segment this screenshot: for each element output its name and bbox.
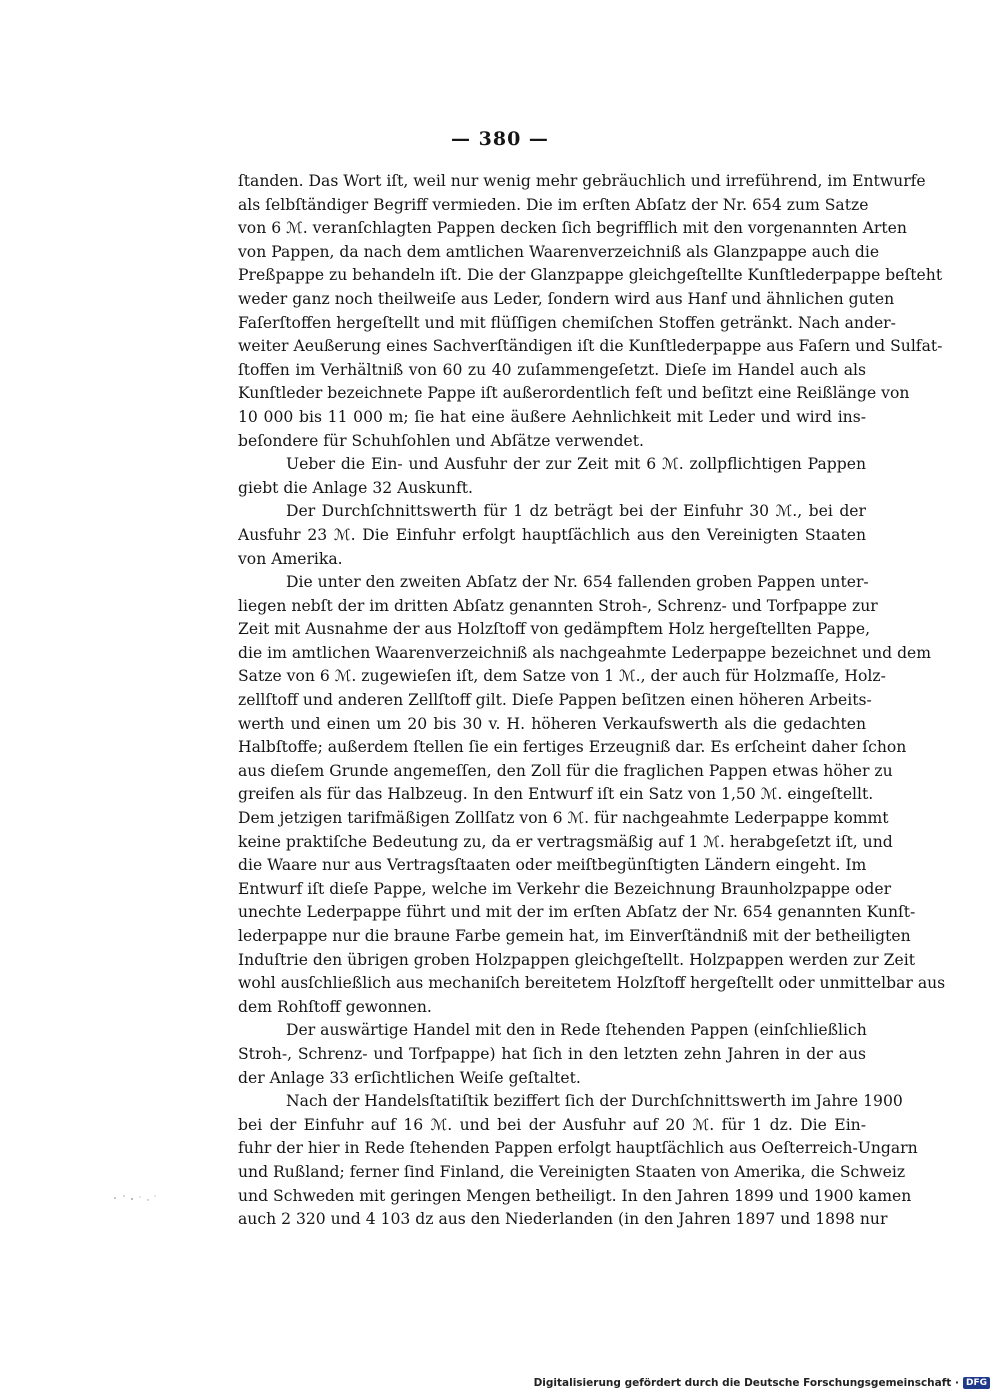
text-line: von Amerika. bbox=[238, 549, 343, 568]
text-line: Halbſtoffe; außerdem ſtellen ſie ein fertiges Erzeugniß dar. Es erſcheint daher ſchon bbox=[238, 738, 907, 757]
text-line: Die unter den zweiten Abſatz der Nr. 654 fallenden groben Pappen unter- bbox=[286, 573, 869, 592]
text-line: giebt die Anlage 32 Auskunft. bbox=[238, 478, 473, 497]
text-line: Induſtrie den übrigen groben Holzpappen gleichgeſtellt. Holzpappen werden zur Zeit bbox=[238, 950, 915, 969]
text-line: Stroh-, Schrenz- und Torfpappe) hat ſich in den letzten zehn Jahren in der aus bbox=[238, 1044, 866, 1063]
text-line: fuhr der hier in Rede ſtehenden Pappen erfolgt hauptſächlich aus Oeſterreich-Ungarn bbox=[238, 1139, 918, 1158]
text-line: als ſelbſtändiger Begriff vermieden. Die im erſten Abſatz der Nr. 654 zum Satze bbox=[238, 195, 869, 214]
text-body bbox=[238, 170, 946, 1232]
text-line: Ausfuhr 23 ℳ. Die Einfuhr erfolgt hauptſächlich aus den Vereinigten Staaten bbox=[238, 525, 866, 544]
text-line: Nach der Handelsſtatiſtik beziffert ſich der Durchſchnittswerth im Jahre 1900 bbox=[286, 1092, 903, 1111]
text-line: Faſerſtoffen hergeſtellt und mit flüſſigen chemiſchen Stoffen getränkt. Nach ander- bbox=[238, 313, 896, 332]
text-line: zellſtoff und anderen Zellſtoff gilt. Dieſe Pappen beſitzen einen höheren Arbeits- bbox=[238, 691, 872, 710]
text-line: 10 000 bis 11 000 m; ſie hat eine äußere Aehnlichkeit mit Leder und wird ins- bbox=[238, 407, 866, 426]
text-line: aus dieſem Grunde angemeſſen, den Zoll für die fraglichen Pappen etwas höher zu bbox=[238, 761, 893, 780]
text-line: weiter Aeußerung eines Sachverſtändigen iſt die Kunſtlederpappe aus Faſern und Sulfat- bbox=[238, 337, 943, 356]
text-line: von 6 ℳ. veranſchlagten Pappen decken ſich begrifflich mit den vorgenannten Arten bbox=[238, 219, 907, 238]
text-line: ſtanden. Das Wort iſt, weil nur wenig mehr gebräuchlich und irreführend, im Entwurfe bbox=[238, 172, 926, 190]
text-line: ſtoffen im Verhältniß von 60 zu 40 zuſammengeſetzt. Dieſe im Handel auch als bbox=[238, 360, 866, 379]
text-line: Der auswärtige Handel mit den in Rede ſtehenden Pappen (einſchließlich bbox=[286, 1021, 867, 1040]
text-line: wohl ausſchließlich aus mechaniſch bereitetem Holzſtoff hergeſtellt oder unmittelbar aus bbox=[238, 974, 946, 993]
footer-text: Digitalisierung gefördert durch die Deutsche Forschungsgemeinschaft · bbox=[533, 1377, 959, 1389]
text-line: auch 2 320 und 4 103 dz aus den Niederlanden (in den Jahren 1897 und 1898 nur bbox=[238, 1210, 888, 1229]
text-line: die Waare nur aus Vertragsſtaaten oder meiſtbegünſtigten Ländern eingeht. Im bbox=[238, 856, 867, 875]
text-line: Kunſtleder bezeichnete Pappe iſt außerordentlich feſt und beſitzt eine Reißlänge von bbox=[238, 384, 910, 403]
text-line: Ueber die Ein- und Ausfuhr der zur Zeit mit 6 ℳ. zollpflichtigen Pappen bbox=[286, 455, 866, 474]
footer-credit bbox=[534, 1377, 990, 1389]
text-line: Satze von 6 ℳ. zugewieſen iſt, dem Satze von 1 ℳ., der auch für Holzmaſſe, Holz- bbox=[238, 667, 886, 686]
text-line: Zeit mit Ausnahme der aus Holzſtoff von gedämpftem Holz hergeſtellten Pappe, bbox=[238, 620, 871, 639]
page-number: — 380 — bbox=[451, 128, 549, 150]
text-line: bei der Einfuhr auf 16 ℳ. und bei der Ausfuhr auf 20 ℳ. für 1 dz. Die Ein- bbox=[238, 1115, 866, 1134]
text-line: werth und einen um 20 bis 30 v. H. höheren Verkaufswerth als die gedachten bbox=[238, 714, 866, 733]
dfg-logo: DFG bbox=[963, 1377, 990, 1389]
text-line: Preßpappe zu behandeln iſt. Die der Glanzpappe gleichgeſtellte Kunſtlederpappe beſteht bbox=[238, 266, 943, 285]
text-line: dem Rohſtoff gewonnen. bbox=[238, 997, 432, 1016]
text-line: beſondere für Schuhſohlen und Abſätze verwendet. bbox=[238, 431, 645, 450]
text-line: Der Durchſchnittswerth für 1 dz beträgt bei der Einfuhr 30 ℳ., bei der bbox=[286, 502, 866, 521]
text-line: und Schweden mit geringen Mengen betheiligt. In den Jahren 1899 und 1900 kamen bbox=[238, 1186, 912, 1205]
text-line: der Anlage 33 erſichtlichen Weiſe geſtaltet. bbox=[238, 1068, 581, 1087]
text-line: lederpappe nur die braune Farbe gemein hat, im Einverſtändniß mit der betheiligten bbox=[238, 927, 911, 945]
text-line: keine praktiſche Bedeutung zu, da er vertragsmäßig auf 1 ℳ. herabgeſetzt iſt, und bbox=[238, 832, 893, 851]
text-line: liegen nebſt der im dritten Abſatz genannten Stroh-, Schrenz- und Torfpappe zur bbox=[238, 596, 878, 615]
text-line: und Rußland; ferner ſind Finland, die Vereinigten Staaten von Amerika, die Schweiz bbox=[238, 1162, 906, 1181]
text-line: Dem jetzigen tarifmäßigen Zollſatz von 6 ℳ. für nachgeahmte Lederpappe kommt bbox=[238, 809, 889, 828]
text-line: Entwurf iſt dieſe Pappe, welche im Verkehr die Bezeichnung Braunholzpappe oder bbox=[238, 879, 892, 898]
text-line: unechte Lederpappe führt und mit der im erſten Abſatz der Nr. 654 genannten Kunſt- bbox=[238, 903, 916, 922]
text-line: von Pappen, da nach dem amtlichen Waarenverzeichniß als Glanzpappe auch die bbox=[238, 242, 880, 261]
scan-specks bbox=[110, 1190, 170, 1210]
text-line: die im amtlichen Waarenverzeichniß als nachgeahmte Lederpappe bezeichnet und dem bbox=[238, 643, 932, 662]
text-line: weder ganz noch theilweiſe aus Leder, ſondern wird aus Hanf und ähnlichen guten bbox=[238, 289, 895, 308]
text-line: greifen als für das Halbzeug. In den Entwurf iſt ein Satz von 1,50 ℳ. eingeſtellt. bbox=[238, 785, 874, 804]
